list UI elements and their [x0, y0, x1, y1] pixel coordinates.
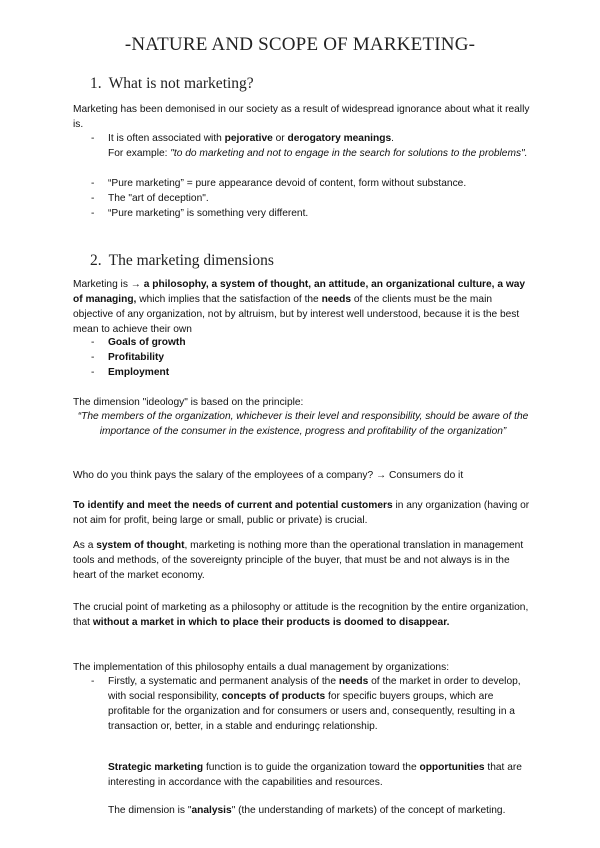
example-text: "to do marketing and not to engage in the search for solutions to the problems".	[170, 148, 528, 159]
s2-p1-pre: Marketing is →	[73, 279, 144, 290]
bullet-dash: -	[91, 676, 95, 687]
section-1-title: What is not marketing?	[108, 75, 254, 92]
d1-mid: of the market in order to develop, with social responsibility,	[108, 676, 521, 702]
an-end: " (the understanding of markets) of the concept of marketing.	[231, 805, 506, 816]
bullet-dash: -	[91, 133, 95, 144]
s2-p3-bold: system of thought	[96, 540, 185, 551]
s2-p2-rest: in any organization (having or not aim for profit, being large or small, public or private) is crucial.	[73, 500, 530, 526]
section-2-heading	[90, 252, 274, 270]
s1-b1-end: .	[391, 133, 394, 144]
bullet-dash: -	[91, 337, 95, 348]
bullet-dash: -	[91, 208, 95, 219]
s2-quote: “The members of the organization, whichever is their level and responsibility, should be aware of the importance of the consumer in the existence, progress and profitability of the organization”	[77, 411, 529, 437]
d1-bold2: concepts of products	[221, 691, 326, 702]
s2-paragraph-2	[73, 498, 533, 528]
d1-pre: Firstly, a systematic and permanent analysis of the	[108, 676, 339, 687]
s1-b1-bold2: derogatory meanings	[287, 133, 392, 144]
s1-b1-bold1: pejorative	[224, 133, 273, 144]
an-pre: The dimension is "	[108, 805, 192, 816]
s1-b1-mid: or	[272, 133, 288, 144]
s2-who-pays: Who do you think pays the salary of the employees of a company? → Consumers do it	[73, 470, 464, 481]
goal-growth: Goals of growth	[108, 337, 186, 348]
bullet-dash: -	[91, 178, 95, 189]
s2-strategic-marketing	[108, 760, 528, 790]
an-bold: analysis	[191, 805, 232, 816]
s2-p1-end: of the clients must be the main objective of any organization, not by altruism, but by interest well understood, because it is the best mean to achieve their own	[73, 294, 520, 335]
s1-b4-text: “Pure marketing” is something very different.	[108, 208, 309, 219]
s2-ideology: The dimension "ideology" is based on the principle:	[73, 397, 304, 408]
s1-intro: Marketing has been demonised in our society as a result of widespread ignorance about what it really is.	[73, 104, 530, 130]
section-2-number: 2.	[90, 252, 102, 269]
s2-p2-bold: To identify and meet the needs of current and potential customers	[73, 500, 393, 511]
s2-paragraph-5: The implementation of this philosophy entails a dual management by organizations:	[73, 662, 450, 673]
section-1-heading	[90, 75, 254, 93]
s1-b3-text: The "art of deception".	[108, 193, 209, 204]
section-2-title: The marketing dimensions	[108, 252, 274, 269]
s2-dual-text	[108, 674, 528, 734]
s2-p1-mid: which implies that the satisfaction of the	[136, 294, 322, 305]
sm-end: that are interesting in accordance with the capabilities and resources.	[108, 762, 522, 788]
s2-p4-pre: The crucial point of marketing as a philosophy or attitude is the recognition by the entire organization, that	[73, 602, 529, 628]
s2-analysis	[108, 803, 528, 818]
s2-p3-pre: As a	[73, 540, 97, 551]
bullet-dash: -	[91, 193, 95, 204]
s2-p4-bold: without a market in which to place their products is doomed to disappear.	[92, 617, 450, 628]
d1-bold1: needs	[338, 676, 369, 687]
bullet-dash: -	[91, 352, 95, 363]
s2-p3-rest: , marketing is nothing more than the operational translation in management tools and methods, of the sovereignty principle of the buyer, that must be and not always is in the heart of the market economy.	[73, 540, 524, 581]
bullet-dash: -	[91, 367, 95, 378]
s1-example	[108, 146, 528, 161]
sm-bold: Strategic marketing	[108, 762, 204, 773]
page-title: -NATURE AND SCOPE OF MARKETING-	[124, 34, 476, 55]
s2-paragraph-1	[73, 277, 533, 337]
example-label: For example:	[108, 148, 171, 159]
s1-b1-pre: It is often associated with	[108, 133, 225, 144]
d1-end: for specific buyers groups, which are profitable for the organization and for consumers or users and, consequently, resulting in a transaction or, better, in a stable and enduringç relationship.	[108, 691, 515, 732]
goal-employment: Employment	[108, 367, 170, 378]
goal-profitability: Profitability	[108, 352, 165, 363]
s2-paragraph-3	[73, 538, 533, 583]
sm-bold2: opportunities	[419, 762, 485, 773]
s2-paragraph-4	[73, 600, 533, 630]
s1-b2-text: “Pure marketing” = pure appearance devoid of content, form without substance.	[108, 178, 467, 189]
s2-p1-bold2: needs	[321, 294, 352, 305]
section-1-number: 1.	[90, 75, 102, 92]
s2-p1-bold: a philosophy, a system of thought, an attitude, an organizational culture, a way of managing,	[73, 279, 526, 305]
sm-mid: function is to guide the organization toward the	[203, 762, 420, 773]
